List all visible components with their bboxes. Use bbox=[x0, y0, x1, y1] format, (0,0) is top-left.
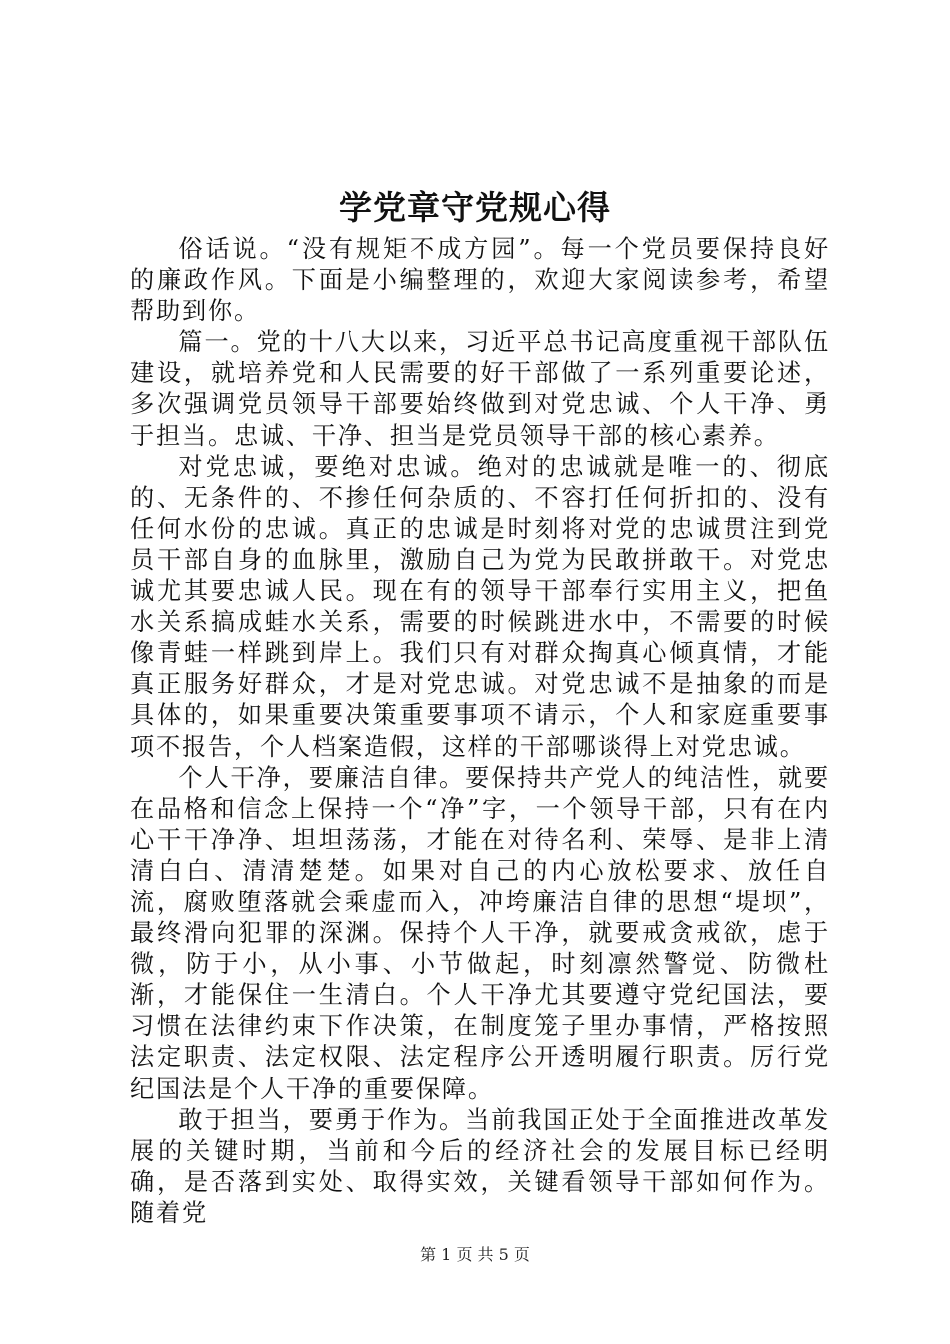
page-footer: 第 1 页 共 5 页 bbox=[420, 1245, 530, 1264]
document-title: 学党章守党规心得 bbox=[339, 188, 611, 227]
paragraph-integrity: 个人干净，要廉洁自律。要保持共产党人的纯洁性，就要在品格和信念上保持一个“净”字，一个领导干部，只有在内心干干净净、坦坦荡荡，才能在对待名利、荣辱、是非上清清白白、清清楚楚。如果对自己的内心放松要求、放任自流，腐败堕落就会乘虚而入，冲垮廉洁自律的思想“堤坝”，最终滑向犯罪的深渊。保持个人干净，就要戒贪戒欲，虑于微，防于小，从小事、小节做起，时刻凛然警觉、防微杜渐，才能保住一生清白。个人干净尤其要遵守党纪国法，要习惯在法律约束下作决策，在制度笼子里办事情，严格按照法定职责、法定权限、法定程序公开透明履行职责。厉行党纪国法是个人干净的重要保障。 bbox=[130, 763, 830, 1103]
paragraph-part-one: 篇一。党的十八大以来，习近平总书记高度重视干部队伍建设，就培养党和人民需要的好干部做了一系列重要论述，多次强调党员领导干部要始终做到对党忠诚、个人干净、勇于担当。忠诚、干净、担当是党员领导干部的核心素养。 bbox=[130, 328, 830, 450]
paragraph-intro: 俗话说。“没有规矩不成方园”。每一个党员要保持良好的廉政作风。下面是小编整理的，欢迎大家阅读参考，希望帮助到你。 bbox=[130, 235, 830, 326]
document-body bbox=[130, 234, 830, 1229]
paragraph-responsibility: 敢于担当，要勇于作为。当前我国正处于全面推进改革发展的关键时期，当前和今后的经济社会的发展目标已经明确，是否落到实处、取得实效，关键看领导干部如何作为。随着党 bbox=[130, 1105, 830, 1227]
paragraph-loyalty: 对党忠诚，要绝对忠诚。绝对的忠诚就是唯一的、彻底的、无条件的、不掺任何杂质的、不容打任何折扣的、没有任何水份的忠诚。真正的忠诚是时刻将对党的忠诚贯注到党员干部自身的血脉里，激励自己为党为民敢拼敢干。对党忠诚尤其要忠诚人民。现在有的领导干部奉行实用主义，把鱼水关系搞成蛙水关系，需要的时候跳进水中，不需要的时候像青蛙一样跳到岸上。我们只有对群众掏真心倾真情，才能真正服务好群众，才是对党忠诚。对党忠诚不是抽象的而是具体的，如果重要决策重要事项不请示，个人和家庭重要事项不报告，个人档案造假，这样的干部哪谈得上对党忠诚。 bbox=[130, 452, 830, 761]
